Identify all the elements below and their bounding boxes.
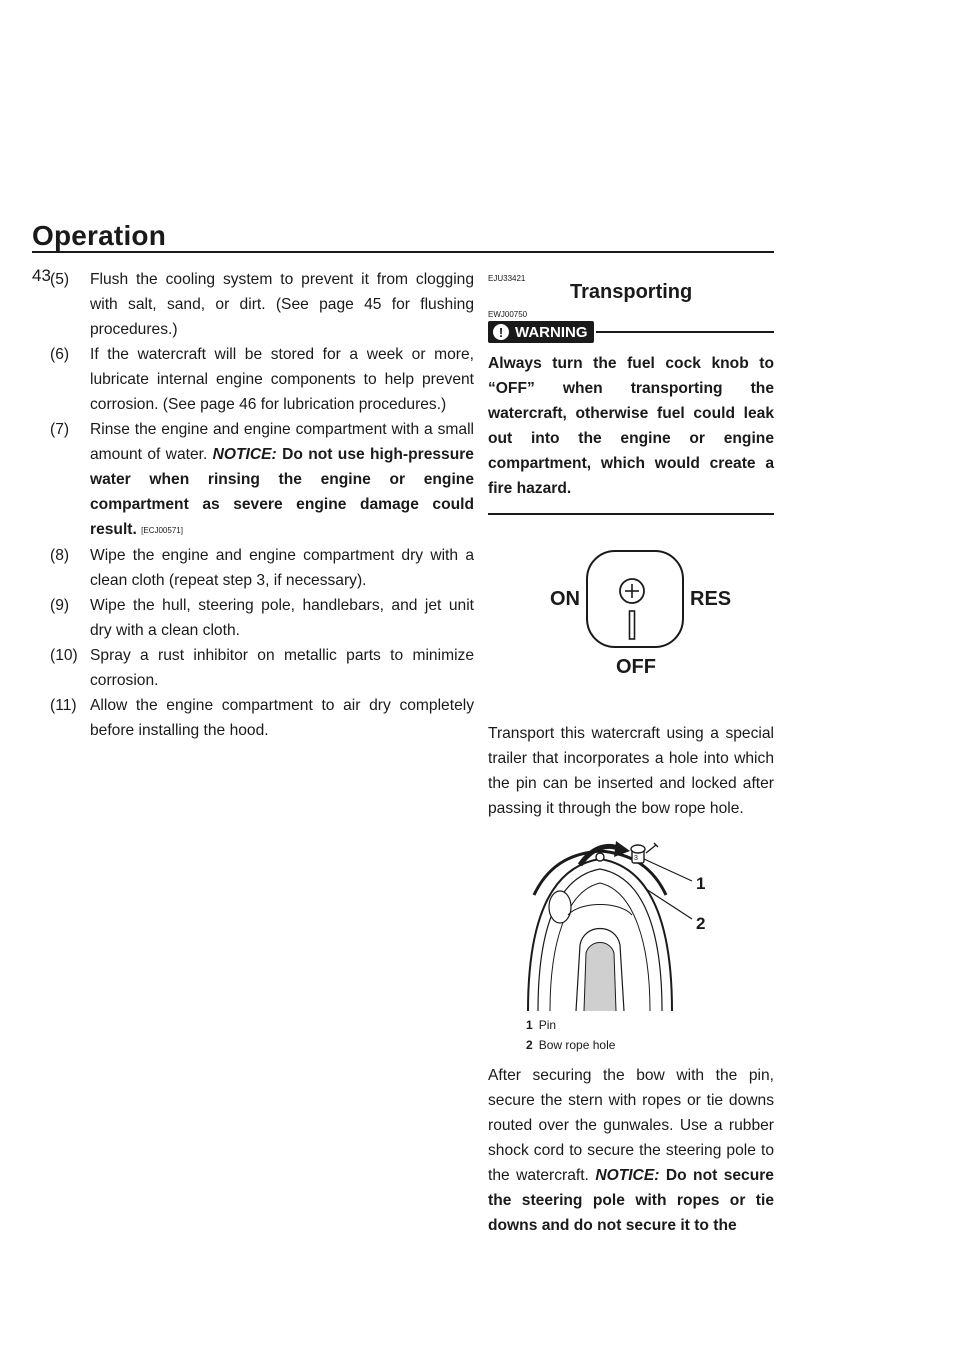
step-number: (11)	[50, 697, 77, 714]
step-text: Wipe the engine and engine compartment dry with a clean cloth (repeat step 3, if necessary).	[90, 547, 474, 589]
callout-1: 1	[696, 874, 706, 893]
page-number: 43	[32, 266, 51, 285]
callout-2: 2	[696, 914, 706, 933]
legend-label: Pin	[538, 1018, 557, 1032]
warning-bottom-rule	[488, 513, 774, 515]
figure-legend	[526, 1015, 774, 1055]
notice-text: Do not secure the steering pole with ropes or tie downs and do not secure it to the	[488, 1167, 774, 1234]
legend-item	[526, 1015, 774, 1035]
exclamation-icon: !	[493, 324, 509, 340]
header-rule	[32, 251, 774, 253]
knob-label-res: RES	[690, 588, 732, 610]
warning-code: EWJ00750	[488, 310, 528, 319]
notice-label: NOTICE:	[595, 1167, 660, 1184]
step-8	[50, 543, 474, 593]
securing-paragraph	[488, 1063, 774, 1238]
fuel-cock-knob-figure	[488, 541, 774, 721]
notice-label: NOTICE:	[212, 446, 277, 463]
watercraft-bow-figure	[488, 835, 774, 1013]
step-number: (10)	[50, 647, 78, 664]
securing-text: After securing the bow with the pin, secure the stern with ropes or tie downs routed over the gunwales. Use a rubber shock cord to secure the steering pole to the watercraft.	[488, 1067, 774, 1184]
step-text: Allow the engine compartment to air dry completely before installing the hood.	[90, 697, 474, 739]
step-text: Flush the cooling system to prevent it from clogging with salt, sand, or dirt. (See page 45 for flushing procedures.)	[90, 271, 474, 338]
page-title: Operation	[32, 220, 167, 251]
step-10	[50, 643, 474, 693]
section-code: EJU33421	[488, 274, 526, 283]
step-number: (7)	[50, 421, 70, 438]
step-6	[50, 342, 474, 417]
warning-rule	[596, 331, 775, 333]
section-title: Transporting	[570, 281, 693, 303]
step-text: Spray a rust inhibitor on metallic parts to minimize corrosion.	[90, 647, 474, 689]
step-text: If the watercraft will be stored for a week or more, lubricate internal engine components to help prevent corrosion. (See page 46 for lubrication procedures.)	[90, 346, 474, 413]
left-column	[50, 267, 474, 743]
legend-number: 2	[526, 1038, 533, 1052]
knob-label-on: ON	[550, 588, 580, 610]
step-number: (6)	[50, 346, 70, 363]
knob-label-off: OFF	[616, 656, 656, 678]
watercraft-bow-illustration	[488, 835, 774, 1013]
right-column	[488, 274, 774, 1238]
step-number: (8)	[50, 547, 70, 564]
step-5	[50, 267, 474, 342]
notice-code: [ECJ00571]	[141, 526, 183, 535]
step-11	[50, 693, 474, 743]
warning-header	[488, 321, 774, 343]
fuel-cock-knob-illustration	[488, 541, 774, 721]
warning-label: WARNING	[515, 323, 588, 341]
pin-mark: 3	[634, 855, 638, 862]
step-7	[50, 417, 474, 543]
transport-paragraph: Transport this watercraft using a special trailer that incorporates a hole into which the pin can be inserted and locked after passing it through the bow rope hole.	[488, 725, 774, 817]
step-number: (9)	[50, 597, 70, 614]
step-number: (5)	[50, 271, 70, 288]
legend-number: 1	[526, 1018, 533, 1032]
step-text: Wipe the hull, steering pole, handlebars, and jet unit dry with a clean cloth.	[90, 597, 474, 639]
notice-text: Do not use high-pressure water when rinsing the engine or engine compartment as severe engine damage could result.	[90, 446, 474, 538]
legend-label: Bow rope hole	[538, 1038, 616, 1052]
warning-text: Always turn the fuel cock knob to “OFF” when transporting the watercraft, otherwise fuel could leak out into the engine or engine compartment, which would create a fire hazard.	[488, 355, 774, 497]
legend-item	[526, 1035, 774, 1055]
step-text: Rinse the engine and engine compartment with a small amount of water.	[90, 421, 474, 463]
step-9	[50, 593, 474, 643]
warning-badge	[488, 321, 594, 343]
